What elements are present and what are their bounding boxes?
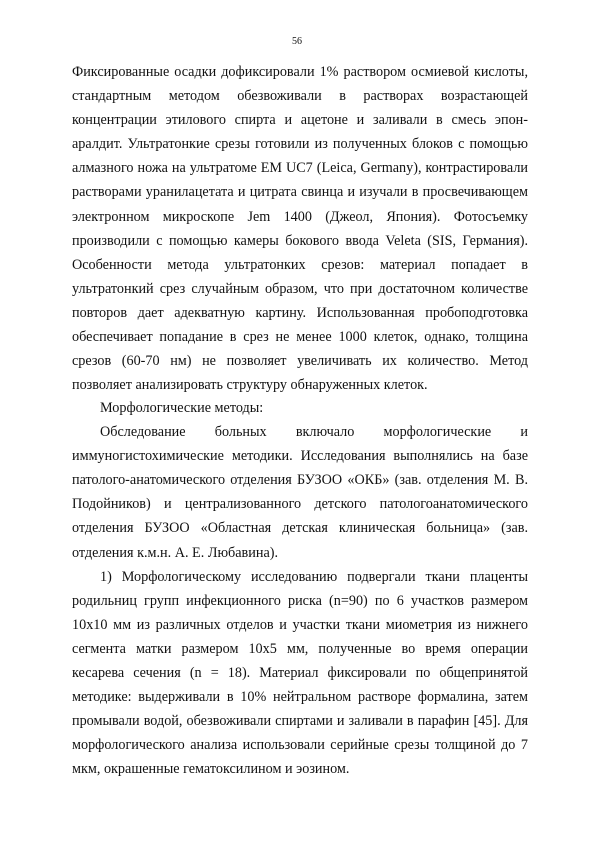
- paragraph-examination: Обследование больных включало морфологические и иммуногистохимические методики. Исследования выполнялись на базе патолого-анатомического отделения БУЗОО «ОКБ» (зав. отделения М. В. Подойников) и централизованного детского патологоанатомического отделения БУЗОО «Областная детская клиническая больница» (зав. отделения к.м.н. А. Е. Любавина).: [72, 424, 528, 561]
- paragraph-morphological-study: 1) Морфологическому исследованию подвергали ткани плаценты родильниц групп инфекционного риска (n=90) по 6 участков размером 10х10 мм из различных отделов и участки ткани миометрия из нижнего сегмента матки размером 10х5 мм, полученные во время операции кесарева сечения (n = 18). Материал фиксировали по общепринятой методике: выдерживали в 10% нейтральном растворе формалина, затем промывали водой, обезвоживали спиртами и заливали в парафин [45]. Для морфологического анализа использовали серийные срезы толщиной до 7 мкм, окрашенные гематоксилином и эозином.: [72, 568, 528, 778]
- paragraph-fixation-method: Фиксированные осадки дофиксировали 1% раствором осмиевой кислоты, стандартным методом обезвоживали в растворах возрастающей концентрации этилового спирта и ацетоне и заливали в смесь эпон-аралдит. Ультратонкие срезы готовили из полученных блоков с помощью алмазного ножа на ультратоме EM UC7 (Leica, Germany), контрастировали растворами уранилацетата и цитрата свинца и изучали в просвечивающем электронном микроскопе Jem 1400 (Джеол, Япония). Фотосъемку производили с помощью камеры бокового ввода Veleta (SIS, Германия). Особенности метода ультратонких срезов: материал попадает в ультратонкий срез случайным образом, что при достаточном количестве повторов дает адекватную картину. Использованная пробоподготовка обеспечивает попадание в срез не менее 1000 клеток, однако, толщина срезов (60-70 нм) не позволяет увеличивать их количество. Метод позволяет анализировать структуру обнаруженных клеток.: [72, 64, 528, 394]
- section-heading-morphological-methods: Морфологические методы:: [100, 400, 264, 416]
- page-number: 56: [292, 36, 302, 47]
- text-block-top: [72, 60, 528, 397]
- text-block-morphology: [72, 396, 528, 782]
